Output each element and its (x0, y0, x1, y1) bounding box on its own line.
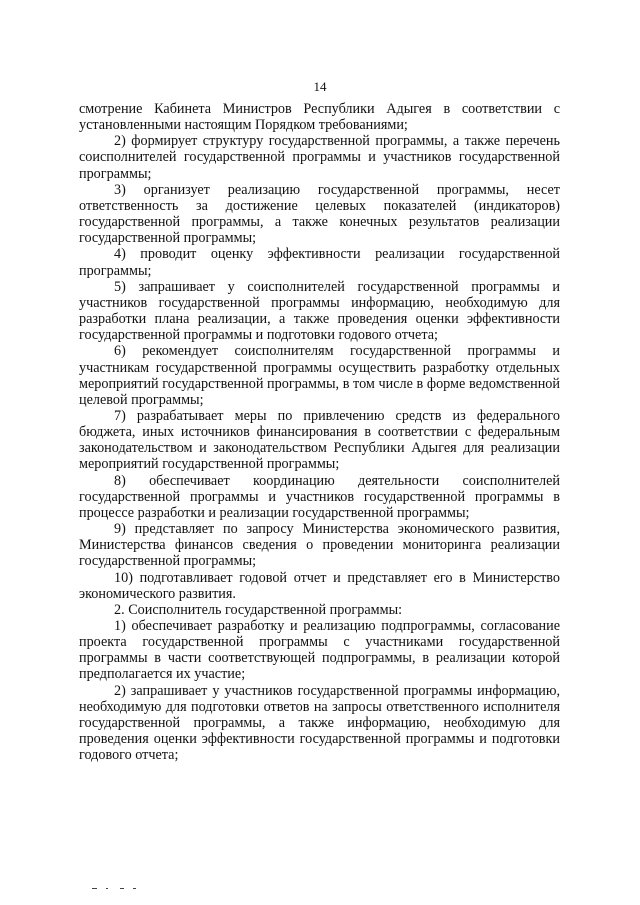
paragraph-coexecutor-item-1: 1) обеспечивает разработку и реализацию подпрограммы, согласование проекта государственной программы с участниками государственной программы в части соответствующей подпрограммы, в реализации которой предполагается их участие; (79, 618, 560, 683)
body-text (79, 101, 560, 763)
paragraph-item-5: 5) запрашивает у соисполнителей государственной программы и участников государственной программы информацию, необходимую для разработки плана реализации, а также проведения оценки эффективности государственной программы и подготовки годового отчета; (79, 278, 560, 344)
paragraph-continuation: смотрение Кабинета Министров Республики Адыгея в соответствии с установленными настоящим Порядком требованиями; (79, 101, 560, 134)
paragraph-item-4: 4) проводит оценку эффективности реализации государственной программы; (79, 246, 560, 279)
paragraph-item-10: 10) подготавливает годовой отчет и представляет его в Министерство экономического развития. (79, 569, 560, 602)
scan-artifact (133, 888, 136, 889)
paragraph-item-9: 9) представляет по запросу Министерства экономического развития, Министерства финансов сведения о проведении мониторинга реализации государственной программы; (79, 521, 560, 570)
page-number: 14 (313, 79, 327, 94)
paragraph-item-6: 6) рекомендует соисполнителям государственной программы и участникам государственной программы осуществить разработку отдельных мероприятий государственной программы, в том числе в форме ведомственной целевой программы; (79, 343, 560, 408)
scan-artifact (92, 888, 97, 889)
section-heading-coexecutor: 2. Соисполнитель государственной программы: (114, 601, 403, 618)
paragraph-item-2: 2) формирует структуру государственной программы, а также перечень соисполнителей государственной программы и участников государственной программы; (79, 133, 560, 182)
paragraph-coexecutor-item-2: 2) запрашивает у участников государственной программы информацию, необходимую для подготовки ответов на запросы ответственного исполнителя государственной программы, а также информацию, необходимую для проведения оценки эффективности государственной программы и подготовки годового отчета; (79, 682, 560, 764)
scan-artifact (106, 888, 108, 889)
scan-artifact (120, 888, 124, 889)
paragraph-item-8: 8) обеспечивает координацию деятельности соисполнителей государственной программы и участников государственной программы в процессе разработки и реализации государственной программы; (79, 472, 560, 521)
paragraph-item-3: 3) организует реализацию государственной программы, несет ответственность за достижение целевых показателей (индикаторов) государственной программы, а также конечных результатов реализации государственной программы; (79, 181, 560, 247)
paragraph-item-7: 7) разрабатывает меры по привлечению средств из федерального бюджета, иных источников финансирования в соответствии с федеральным законодательством и законодательством Республики Адыгея для реализации мероприятий государственной программы; (79, 407, 560, 473)
